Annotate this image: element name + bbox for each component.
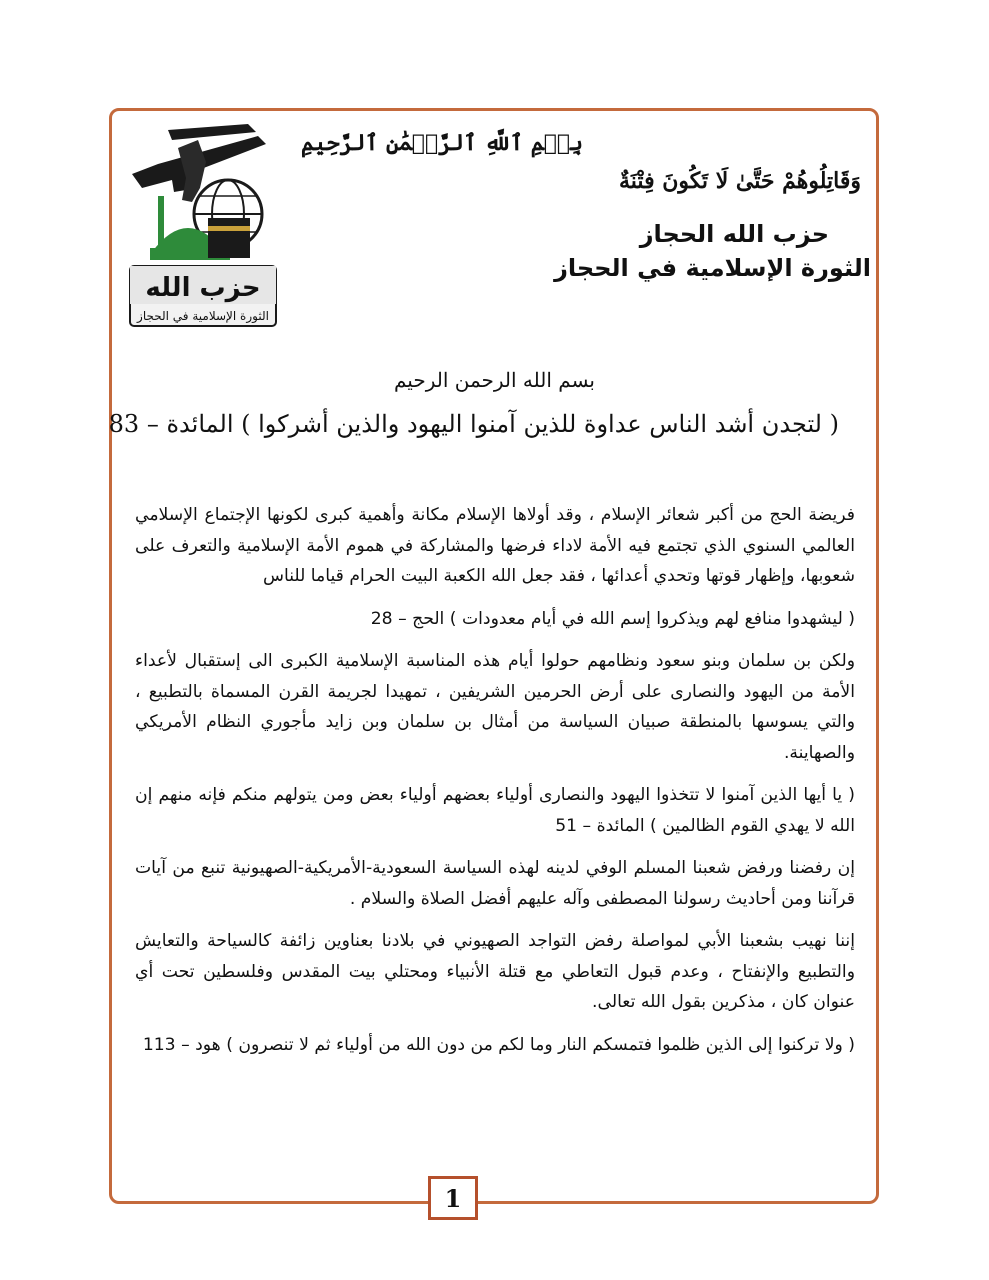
paragraph: ولكن بن سلمان وبنو سعود ونظامهم حولوا أيام هذه المناسبة الإسلامية الكبرى الى إستقبال لأعداء الأمة من اليهود والنصارى على أرض الحرمين الشريفين ، تمهيدا لجريمة القرن المسماة بالتطبيع ، والتي يسوسها بالمنطقة صبيان السياسة من أمثال بن سلمان وبن زايد مأجوري النظام الأمريكي والصهاينة.: [135, 651, 855, 763]
paragraph: إن رفضنا ورفض شعبنا المسلم الوفي لدينه لهذه السياسة السعودية-الأمريكية-الصهيونية تنبع من آيات قرآننا ومن أحاديث رسولنا المصطفى وآله عليهم أفضل الصلاة والسلام .: [135, 858, 855, 909]
svg-text:حزب الله: حزب الله: [145, 273, 261, 303]
header-verse: وَقَاتِلُوهُمْ حَتَّىٰ لَا تَكُونَ فِتْنَةٌ: [619, 168, 861, 194]
page-number: 1: [428, 1176, 478, 1220]
statement-body: [135, 500, 855, 1072]
svg-text:الثورة الإسلامية في الحجاز: الثورة الإسلامية في الحجاز: [137, 309, 269, 323]
organization-subtitle: الثورة الإسلامية في الحجاز: [554, 254, 871, 282]
paragraph: ( ولا تركنوا إلى الذين ظلموا فتمسكم النار وما لكم من دون الله من أولياء ثم لا تنصرون ) هود – 113: [142, 1034, 855, 1055]
paragraph: ( ليشهدوا منافع لهم ويذكروا إسم الله في أيام معدودات ) الحج – 28: [370, 608, 855, 629]
basmala-line: بسم الله الرحمن الرحيم: [393, 368, 595, 392]
organization-name: حزب الله الحجاز: [639, 220, 829, 248]
paragraph: إننا نهيب بشعبنا الأبي لمواصلة رفض التواجد الصهيوني في بلادنا بعناوين زائفة كالسياحة والتعايش والتطبيع والإنفتاح ، وعدم قبول التعاطي مع قتلة الأنبياء ومحتلي بيت المقدس وفلسطين تحت أي عنوان كان ، مذكرين بقول الله تعالى.: [135, 931, 855, 1012]
hezbollah-hijaz-logo: [128, 118, 280, 330]
basmala-calligraphy: بِسۡمِ ٱللَّهِ ٱلرَّحۡمَٰنِ ٱلرَّحِيمِ: [300, 130, 583, 156]
quote-heading: ( لتجدن أشد الناس عداوة للذين آمنوا اليهود والذين أشركوا ) المائدة – 83: [108, 410, 839, 438]
paragraph: ( يا أيها الذين آمنوا لا تتخذوا اليهود والنصارى أولياء بعضهم أولياء بعض ومن يتولهم منكم فإنه منهم إن الله لا يهدي القوم الظالمين ) المائدة – 51: [135, 785, 855, 836]
paragraph: فريضة الحج من أكبر شعائر الإسلام ، وقد أولاها الإسلام مكانة وأهمية كبرى لكونها الإجتماع الإسلامي العالمي السنوي الذي تجتمع فيه الأمة لاداء فرضها والمشاركة في هموم الأمة الإسلامية والتعرف على شعوبها، وإظهار قوتها وتحدي أعدائها ، فقد جعل الله الكعبة البيت الحرام قياما للناس: [135, 505, 855, 586]
